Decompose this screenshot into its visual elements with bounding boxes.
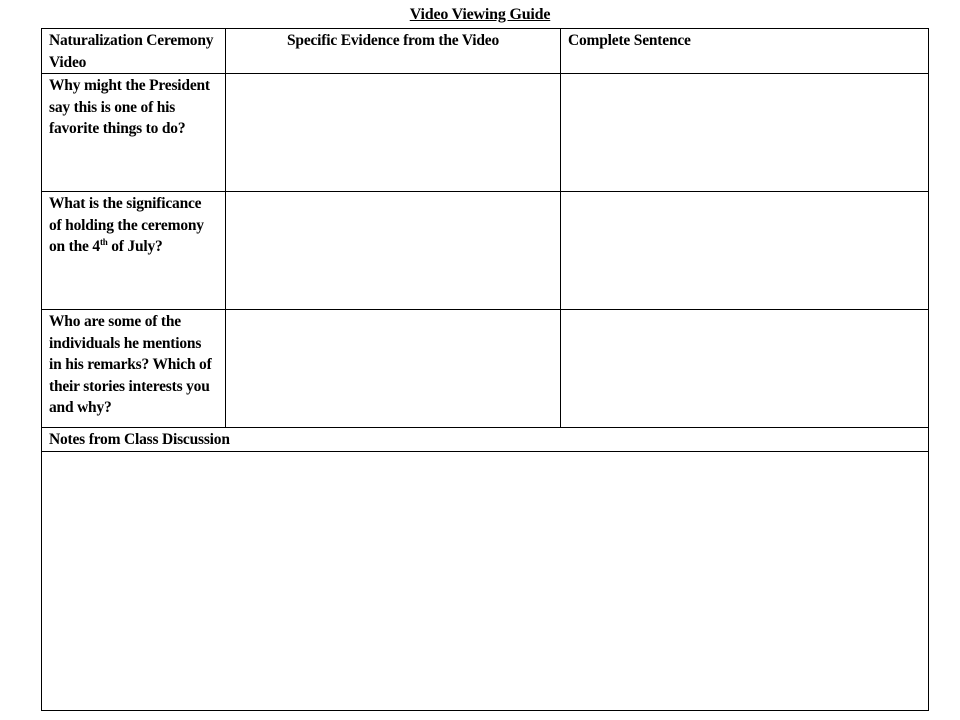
question-president-favorite: Why might the President say this is one of his favorite things to do? (42, 74, 226, 192)
viewing-guide-table (41, 28, 929, 711)
sentence-cell-1[interactable] (561, 74, 928, 192)
question-july-4th-significance (42, 192, 226, 310)
sentence-cell-2[interactable] (561, 192, 928, 310)
notes-label: Notes from Class Discussion (42, 428, 928, 452)
sentence-cell-3[interactable] (561, 310, 928, 428)
page-title: Video Viewing Guide (409, 6, 551, 23)
evidence-cell-2[interactable] (226, 192, 561, 310)
question-line: on the 4th of July? (49, 237, 163, 255)
header-evidence-label: Specific Evidence from the Video (226, 29, 561, 74)
evidence-cell-1[interactable] (226, 74, 561, 192)
question-line: of holding the ceremony (49, 216, 204, 234)
header-video-label: Naturalization Ceremony Video (42, 29, 226, 74)
notes-area[interactable] (42, 452, 928, 710)
evidence-cell-3[interactable] (226, 310, 561, 428)
question-line: What is the significance (49, 195, 202, 212)
question-individuals-mentioned: Who are some of the individuals he mentions in his remarks? Which of their stories interests you and why? (42, 310, 226, 428)
header-sentence-label: Complete Sentence (561, 29, 928, 74)
